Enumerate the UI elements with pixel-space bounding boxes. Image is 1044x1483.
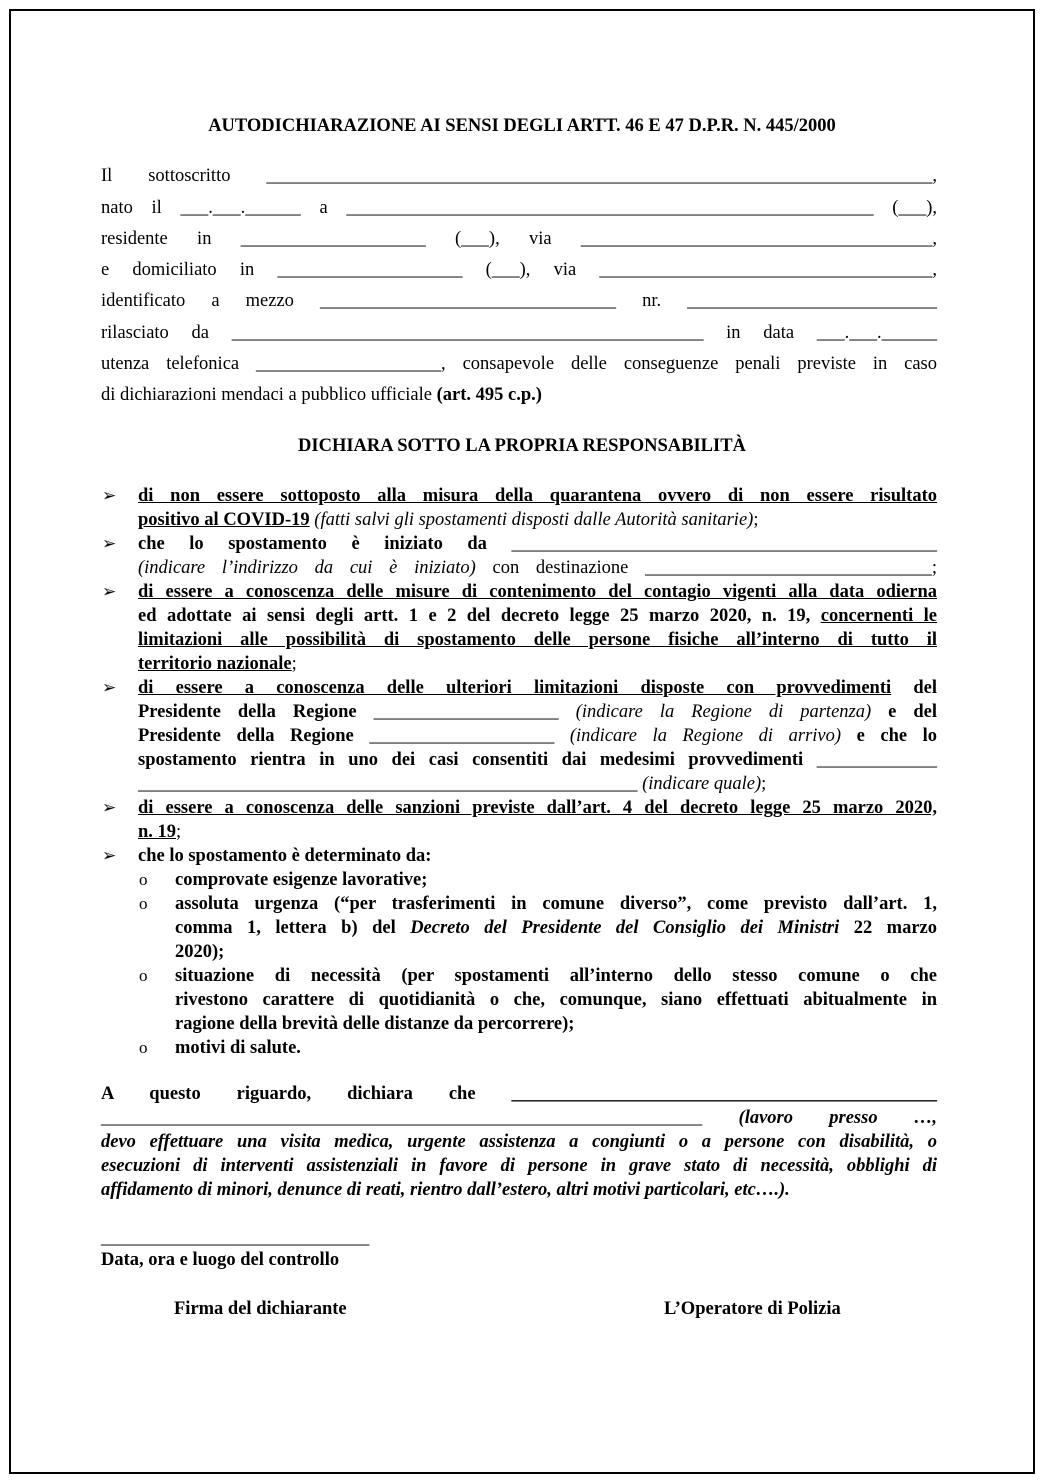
regard-line-2: _________________________________________________________________ (lavoro presso …, [101, 1108, 937, 1128]
option-assoluta-urgenza-l2: comma 1, lettera b) del Decreto del Presidente del Consiglio dei Ministri 22 marzo [175, 918, 938, 938]
label-nato-il: nato il [101, 198, 162, 218]
blank-regione-partenza[interactable]: ____________________ [373, 702, 559, 722]
blank-ente-rilascio[interactable]: ___________________________________________________ [231, 323, 704, 343]
blank-indirizzo-partenza[interactable]: ______________________________________________ [511, 534, 938, 554]
label-data-ora-luogo: Data, ora e luogo del controllo [101, 1250, 340, 1270]
blank-documento[interactable]: ________________________________ [320, 291, 617, 311]
blank-dichiarazione[interactable]: ______________________________________________ [511, 1084, 937, 1104]
blank-destinazione[interactable]: _______________________________; [645, 558, 937, 578]
bullet-casi-consentiti-cont: ______________________________________________________ (indicare quale); [138, 774, 767, 794]
label-il: Il [101, 166, 113, 186]
label-firma-dichiarante: Firma del dichiarante [174, 1299, 347, 1319]
blank-data-rilascio[interactable]: ___.___.______ [816, 323, 938, 343]
bullet-misure-contenimento-l3: limitazioni alle possibilità di spostamento delle persone fisiche all’interno di tutto il [138, 630, 937, 650]
label-in-data: in data [726, 323, 795, 343]
regard-text-l4: esecuzioni di interventi assistenziali in favore di persone in grave stato di necessità, obblighi di [101, 1156, 937, 1176]
blank-provincia-via-domicilio[interactable]: (___), via [485, 260, 577, 280]
bullet-motivo-spostamento: che lo spostamento è determinato da: [138, 846, 432, 866]
regard-text-l5: affidamento di minori, denunce di reati, rientro dall’estero, altri motivi particolari, etc….). [101, 1180, 790, 1200]
field-line-sottoscritto [101, 164, 937, 188]
bullet-casi-consentiti: spostamento rientra in uno dei casi consentiti dai medesimi provvedimenti _____________ [138, 750, 937, 770]
bullet-misure-contenimento-l4: territorio nazionale; [138, 654, 297, 674]
bullet-arrow-icon: ➢ [102, 798, 117, 817]
bullet-arrow-icon: ➢ [102, 678, 117, 697]
bullet-arrow-icon: ➢ [102, 486, 117, 505]
field-line-residenza [101, 227, 937, 251]
blank-via-residenza[interactable]: ______________________________________, [580, 229, 937, 249]
blank-data-nascita[interactable]: ___.___.______ [180, 198, 301, 218]
checkbox-urgenza[interactable]: o [139, 894, 148, 913]
blank-caso-consentito[interactable]: _____________ [816, 750, 937, 770]
checkbox-salute[interactable]: o [139, 1038, 148, 1057]
field-line-documento [101, 289, 937, 313]
text-dichiarazioni-mendaci: di dichiarazioni mendaci a pubblico ufficiale (art. 495 c.p.) [101, 385, 542, 405]
bullet-misure-contenimento-l2: ed adottate ai sensi degli artt. 1 e 2 del decreto legge 25 marzo 2020, n. 19, concernenti le [138, 606, 938, 626]
label-identificato: identificato a mezzo [101, 291, 294, 311]
bullet-spostamento-origine: che lo spostamento è iniziato da ______________________________________________ [138, 534, 938, 554]
checkbox-necessita[interactable]: o [139, 966, 148, 985]
blank-regione-arrivo[interactable]: ____________________ [369, 726, 555, 746]
label-domiciliato-in: e domiciliato in [101, 260, 255, 280]
document-title: AUTODICHIARAZIONE AI SENSI DEGLI ARTT. 46 E 47 D.P.R. N. 445/2000 [208, 116, 836, 136]
section-subtitle: DICHIARA SOTTO LA PROPRIA RESPONSABILITÀ [298, 436, 746, 456]
label-a: a [319, 198, 328, 218]
bullet-limitazioni-regionali: di essere a conoscenza delle ulteriori limitazioni disposte con provvedimenti del [138, 678, 938, 698]
bullet-arrow-icon: ➢ [102, 534, 117, 553]
field-line-nascita [101, 196, 937, 220]
checkbox-lavoro[interactable]: o [139, 870, 148, 889]
label-operatore-polizia: L’Operatore di Polizia [664, 1299, 841, 1319]
regard-line: A questo riguardo, dichiara che ______________________________________________ [101, 1084, 937, 1104]
field-line-telefono [101, 352, 937, 376]
blank-comune-residenza[interactable]: ____________________ [240, 229, 426, 249]
bullet-quarantena: di non essere sottoposto alla misura della quarantena ovvero di non essere risultato [138, 486, 937, 506]
blank-telefono[interactable]: ____________________, [256, 354, 446, 374]
bullet-spostamento-destinazione: (indicare l’indirizzo da cui è iniziato) con destinazione _______________________________; [138, 558, 937, 578]
blank-numero-documento[interactable]: ___________________________ [687, 291, 938, 311]
blank-via-domicilio[interactable]: ____________________________________, [599, 260, 937, 280]
bullet-misure-contenimento: di essere a conoscenza delle misure di contenimento del contagio vigenti alla data odierna [138, 582, 937, 602]
blank-provincia-via-residenza[interactable]: (___), via [455, 229, 552, 249]
option-situazione-necessita: situazione di necessità (per spostamenti all’interno dello stesso comune o che [175, 966, 937, 986]
label-utenza: utenza telefonica [101, 354, 240, 374]
option-assoluta-urgenza: assoluta urgenza (“per trasferimenti in comune diverso”, come previsto dall’art. 1, [175, 894, 937, 914]
option-situazione-necessita-l3: ragione della brevità delle distanze da percorrere); [175, 1014, 575, 1034]
text-consapevole: consapevole delle conseguenze penali previste in caso [462, 354, 938, 374]
blank-comune-domicilio[interactable]: ____________________ [277, 260, 463, 280]
option-assoluta-urgenza-l3: 2020); [175, 942, 225, 962]
blank-nome[interactable]: ________________________________________________________________________, [266, 166, 938, 186]
field-line-domicilio [101, 258, 937, 282]
bullet-arrow-icon: ➢ [102, 846, 117, 865]
regard-text-l3: devo effettuare una visita medica, urgente assistenza a congiunti o a persone con disabilità, o [101, 1132, 937, 1152]
bullet-sanzioni: di essere a conoscenza delle sanzioni previste dall’art. 4 del decreto legge 25 marzo 2020, [138, 798, 937, 818]
bullet-arrow-icon: ➢ [102, 582, 117, 601]
label-sottoscritto: sottoscritto [148, 166, 231, 186]
blank-data-ora-luogo[interactable]: _____________________________ [101, 1228, 370, 1248]
blank-provincia-nascita[interactable]: (___), [892, 198, 937, 218]
label-nr: nr. [642, 291, 662, 311]
blank-luogo-nascita[interactable]: _________________________________________________________ [346, 198, 874, 218]
blank-dichiarazione-cont[interactable]: _________________________________________________________________ [101, 1108, 703, 1128]
bullet-regione-partenza: Presidente della Regione ____________________ (indicare la Regione di partenza) e del [138, 702, 938, 722]
bullet-sanzioni-cont: n. 19; [138, 822, 182, 842]
label-rilasciato-da: rilasciato da [101, 323, 209, 343]
label-residente-in: residente in [101, 229, 212, 249]
bullet-regione-arrivo: Presidente della Regione ____________________ (indicare la Regione di arrivo) e che lo [138, 726, 938, 746]
option-esigenze-lavorative: comprovate esigenze lavorative; [175, 870, 428, 890]
field-line-rilascio [101, 321, 937, 345]
option-motivi-salute: motivi di salute. [175, 1038, 301, 1058]
bullet-quarantena-cont: positivo al COVID-19 (fatti salvi gli spostamenti disposti dalle Autorità sanitarie); [138, 510, 759, 530]
blank-caso-consentito-cont[interactable]: ______________________________________________________ [138, 774, 638, 794]
option-situazione-necessita-l2: rivestono carattere di quotidianità o che, comunque, siano effettuati abitualmente in [175, 990, 937, 1010]
text-art-495: (art. 495 c.p.) [436, 385, 542, 405]
